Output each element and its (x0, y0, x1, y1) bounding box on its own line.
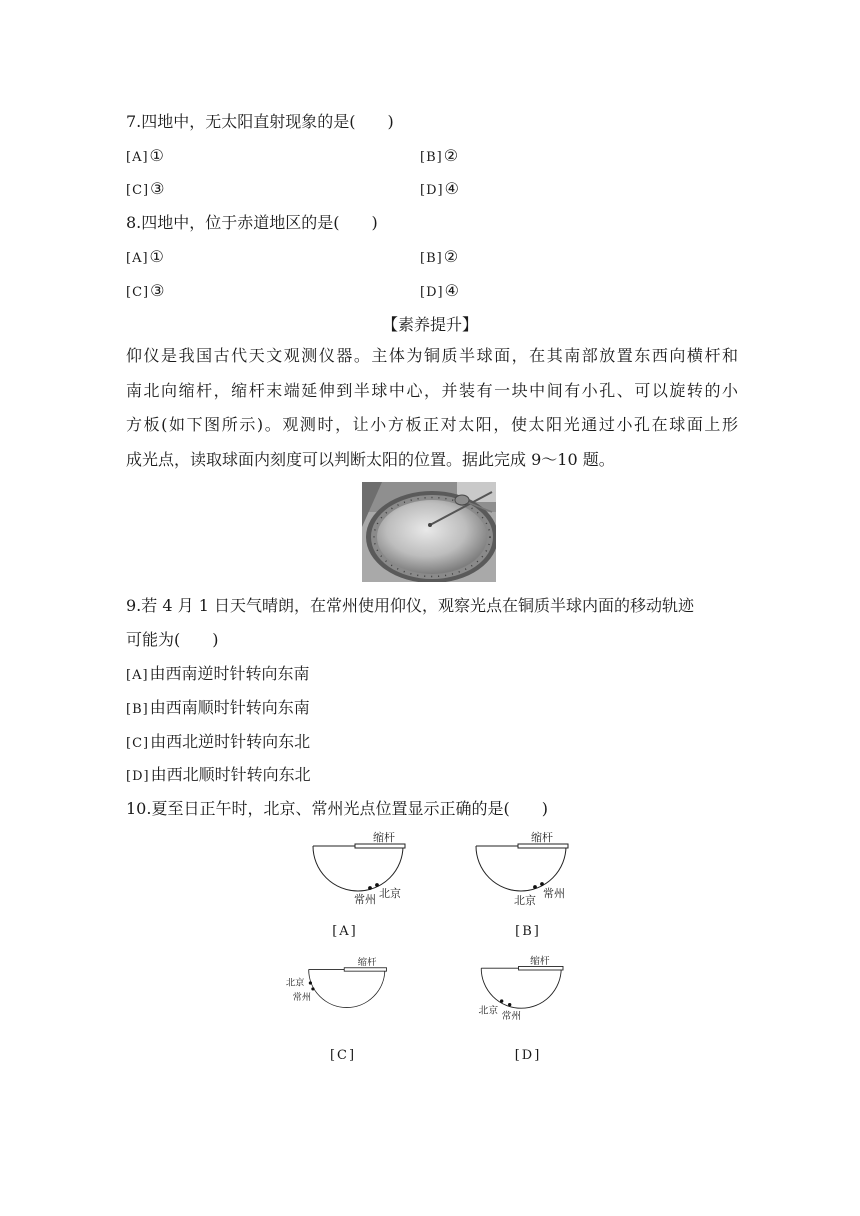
figure-c-label: [C] (329, 1048, 357, 1063)
q8-option-d: [D]④ (420, 281, 459, 300)
marker-dot (500, 999, 503, 1002)
q7-option-d: [D]④ (420, 179, 459, 198)
marker-dot (311, 987, 314, 990)
city-label: 北京 (478, 1005, 499, 1017)
q8-option-b: [B]② (420, 247, 459, 266)
figure-d-diagram (468, 954, 578, 1034)
figure-a-label: [A] (332, 924, 358, 939)
figure-a-diagram (305, 830, 415, 910)
rod-label: 缩杆 (530, 955, 550, 967)
rod-label: 缩杆 (373, 831, 395, 844)
rod-bar (518, 844, 568, 848)
q9-option-d: [D]由西北顺时针转向东北 (126, 765, 311, 784)
rod-bar (519, 966, 563, 970)
q8-option-c: [C]③ (126, 281, 165, 300)
q9-option-b: [B]由西南顺时针转向东南 (126, 698, 310, 717)
q9-stem-line-1: 9.若 4 月 1 日天气晴朗，在常州使用仰仪，观察光点在铜质半球内面的移动轨迹 (126, 596, 694, 615)
yangyi-photo (362, 482, 496, 582)
rod-label: 缩杆 (531, 831, 553, 844)
q9-option-c: [C]由西北逆时针转向东北 (126, 732, 311, 751)
section-title: 【素养提升】 (381, 315, 478, 334)
rod-label: 缩杆 (357, 957, 377, 969)
marker-dot (309, 981, 312, 984)
figure-b-label: [B] (515, 924, 541, 939)
city-label: 常州 (354, 893, 376, 906)
city-label: 北京 (379, 887, 401, 900)
marker-dot (368, 886, 372, 890)
rod-bar (344, 968, 386, 971)
city-label: 常州 (292, 991, 312, 1003)
city-label: 北京 (285, 977, 305, 989)
q9-stem-line-2: 可能为( ) (126, 630, 219, 649)
figure-d-label: [D] (514, 1048, 542, 1063)
marker-dot (533, 885, 537, 889)
passage-line: 仰仪是我国古代天文观测仪器。主体为铜质半球面，在其南部放置东西向横杆和 (126, 346, 738, 365)
passage-line: 南北向缩杆，缩杆末端延伸到半球中心，并装有一块中间有小孔、可以旋转的小 (126, 380, 738, 400)
marker-dot (508, 1003, 511, 1006)
q7-option-c: [C]③ (126, 179, 165, 198)
rod-bar (355, 844, 405, 848)
marker-dot (540, 882, 544, 886)
city-label: 常州 (501, 1010, 522, 1022)
figure-c-diagram (285, 954, 395, 1034)
q7-option-b: [B]② (420, 146, 459, 165)
city-label: 北京 (514, 894, 536, 907)
figure-b-diagram (468, 830, 578, 910)
q7-option-a: [A]① (126, 146, 164, 165)
passage-line: 成光点，读取球面内刻度可以判断太阳的位置。据此完成 9～10 题。 (126, 449, 615, 469)
passage (126, 339, 738, 477)
city-label: 常州 (543, 887, 565, 900)
q8-stem: 8.四地中，位于赤道地区的是( ) (126, 213, 378, 232)
passage-line: 方板(如下图所示)。观测时，让小方板正对太阳，使太阳光通过小孔在球面上形 (126, 415, 738, 434)
q10-stem: 10.夏至日正午时，北京、常州光点位置显示正确的是( ) (126, 799, 548, 818)
q9-option-a: [A]由西南逆时针转向东南 (126, 664, 310, 683)
q7-stem: 7.四地中，无太阳直射现象的是( ) (126, 112, 394, 131)
q8-option-a: [A]① (126, 247, 164, 266)
